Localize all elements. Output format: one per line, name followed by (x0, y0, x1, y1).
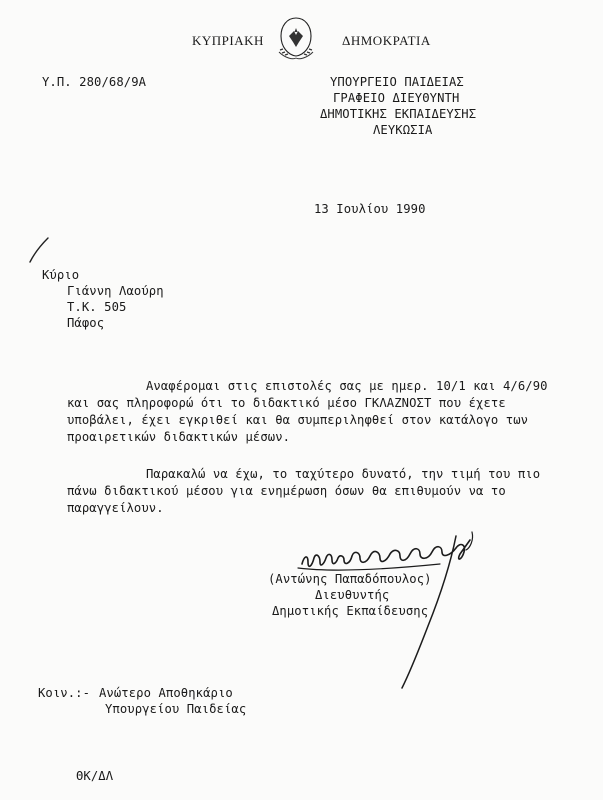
paragraph-2-line-3: παραγγείλουν. (67, 501, 164, 515)
paragraph-1-line-1: Αναφέρομαι στις επιστολές σας με ημερ. 10/1 και 4/6/90 (146, 379, 548, 393)
paragraph-1-line-4: προαιρετικών διδακτικών μέσων. (67, 430, 291, 444)
letterhead-left-word: ΚΥΠΡΙΑΚΗ (192, 33, 264, 48)
sender-line-4: ΛΕΥΚΩΣΙΑ (373, 123, 433, 137)
sender-line-3: ΔΗΜΟΤΙΚΗΣ ΕΚΠΑΙΔΕΥΣΗΣ (320, 107, 477, 121)
sender-line-2: ΓΡΑΦΕΙΟ ΔΙΕΥΘΥΝΤΗ (333, 91, 460, 105)
paragraph-1-line-3: υποβάλει, έχει εγκριθεί και θα συμπεριληφθεί στον κατάλογο των (67, 413, 529, 427)
recipient-po-box: Τ.Κ. 505 (67, 300, 127, 314)
cc-label: Κοιν.:- (38, 686, 91, 700)
sender-line-1: ΥΠΟΥΡΓΕΙΟ ΠΑΙΔΕΙΑΣ (330, 75, 464, 89)
reference-number: Υ.Π. 280/68/9Α (42, 75, 147, 89)
paragraph-2-line-2: πάνω διδακτικού μέσου για ενημέρωση όσων θα επιθυμούν να το (67, 484, 506, 498)
signatory-name: (Αντώνης Παπαδόπουλος) (268, 572, 432, 586)
typist-initials: ΘΚ/ΔΛ (76, 769, 114, 783)
coat-of-arms-icon (273, 14, 319, 60)
paragraph-1-line-2: και σας πληροφορώ ότι το διδακτικό μέσο ΓΚΛΑΖΝΟΣΤ που έχετε (67, 396, 506, 410)
cc-line-1: Ανώτερο Αποθηκάριο (99, 686, 233, 700)
signatory-title: Διευθυντής (315, 588, 390, 602)
cc-line-2: Υπουργείου Παιδείας (105, 702, 247, 716)
recipient-salutation: Κύριο (42, 268, 80, 282)
letterhead-right-word: ΔΗΜΟΚΡΑΤΙΑ (342, 33, 431, 48)
check-mark-icon (28, 236, 50, 266)
signatory-department: Δημοτικής Εκπαίδευσης (272, 604, 429, 618)
recipient-name: Γιάννη Λαούρη (67, 284, 164, 298)
paragraph-2-line-1: Παρακαλώ να έχω, το ταχύτερο δυνατό, την τιμή του πιο (146, 467, 541, 481)
recipient-city: Πάφος (67, 316, 105, 330)
letter-date: 13 Ιουλίου 1990 (314, 202, 426, 216)
